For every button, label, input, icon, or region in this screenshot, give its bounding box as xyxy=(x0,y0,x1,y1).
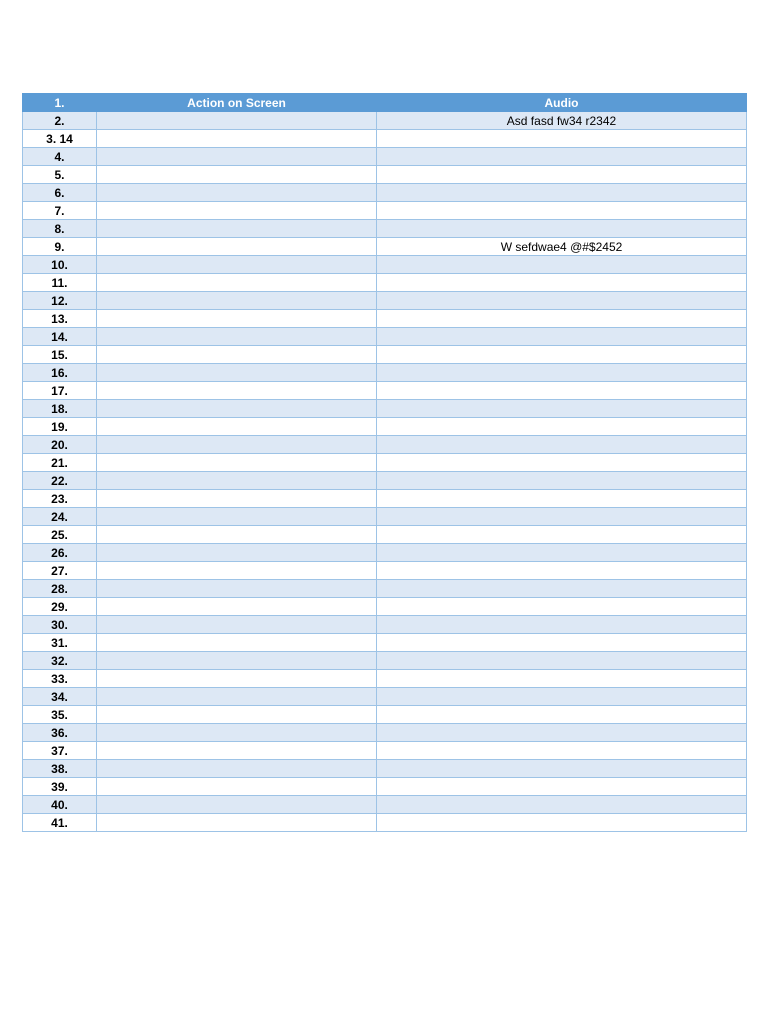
audio-cell[interactable] xyxy=(377,778,747,796)
table-row xyxy=(23,292,747,310)
audio-cell[interactable] xyxy=(377,400,747,418)
audio-cell[interactable] xyxy=(377,814,747,832)
audio-cell[interactable] xyxy=(377,760,747,778)
row-number-cell: 17. xyxy=(23,382,97,400)
action-on-screen-cell[interactable] xyxy=(97,562,377,580)
table-row xyxy=(23,310,747,328)
row-number-cell: 15. xyxy=(23,346,97,364)
audio-cell[interactable] xyxy=(377,634,747,652)
audio-cell[interactable] xyxy=(377,508,747,526)
row-number-cell: 13. xyxy=(23,310,97,328)
row-number-cell: 11. xyxy=(23,274,97,292)
audio-cell[interactable] xyxy=(377,148,747,166)
table-row xyxy=(23,670,747,688)
action-on-screen-cell[interactable] xyxy=(97,652,377,670)
row-number-cell: 2. xyxy=(23,112,97,130)
table-row xyxy=(23,202,747,220)
table-row xyxy=(23,706,747,724)
audio-cell[interactable] xyxy=(377,670,747,688)
row-number-cell: 22. xyxy=(23,472,97,490)
action-on-screen-cell[interactable] xyxy=(97,328,377,346)
action-on-screen-cell[interactable] xyxy=(97,184,377,202)
audio-cell[interactable] xyxy=(377,382,747,400)
action-on-screen-cell[interactable] xyxy=(97,436,377,454)
action-on-screen-cell[interactable] xyxy=(97,706,377,724)
audio-cell[interactable] xyxy=(377,454,747,472)
action-on-screen-cell[interactable] xyxy=(97,526,377,544)
action-on-screen-cell[interactable] xyxy=(97,472,377,490)
audio-cell[interactable] xyxy=(377,130,747,148)
table-row xyxy=(23,166,747,184)
row-number-cell: 32. xyxy=(23,652,97,670)
table-row xyxy=(23,274,747,292)
audio-cell[interactable] xyxy=(377,220,747,238)
audio-cell[interactable] xyxy=(377,202,747,220)
audio-cell[interactable] xyxy=(377,418,747,436)
audio-cell[interactable] xyxy=(377,490,747,508)
audio-cell[interactable] xyxy=(377,184,747,202)
row-number-cell: 20. xyxy=(23,436,97,454)
action-on-screen-cell[interactable] xyxy=(97,616,377,634)
action-on-screen-cell[interactable] xyxy=(97,580,377,598)
table-row xyxy=(23,364,747,382)
audio-cell[interactable] xyxy=(377,256,747,274)
audio-cell[interactable] xyxy=(377,526,747,544)
action-on-screen-cell[interactable] xyxy=(97,148,377,166)
audio-cell[interactable] xyxy=(377,796,747,814)
row-number-cell: 26. xyxy=(23,544,97,562)
row-number-cell: 9. xyxy=(23,238,97,256)
table-row xyxy=(23,652,747,670)
action-on-screen-cell[interactable] xyxy=(97,166,377,184)
row-number-cell: 10. xyxy=(23,256,97,274)
row-number-cell: 38. xyxy=(23,760,97,778)
table-row xyxy=(23,418,747,436)
row-number-cell: 36. xyxy=(23,724,97,742)
row-number-cell: 37. xyxy=(23,742,97,760)
table-row xyxy=(23,148,747,166)
table-row xyxy=(23,526,747,544)
table-row xyxy=(23,472,747,490)
table-row xyxy=(23,634,747,652)
row-number-cell: 27. xyxy=(23,562,97,580)
action-on-screen-cell[interactable] xyxy=(97,418,377,436)
audio-cell[interactable] xyxy=(377,742,747,760)
table-row xyxy=(23,256,747,274)
action-on-screen-cell[interactable] xyxy=(97,598,377,616)
action-on-screen-cell[interactable] xyxy=(97,814,377,832)
row-number-cell: 28. xyxy=(23,580,97,598)
header-audio-cell: Audio xyxy=(377,94,747,112)
table-row xyxy=(23,508,747,526)
audio-cell[interactable] xyxy=(377,544,747,562)
row-number-cell: 6. xyxy=(23,184,97,202)
action-on-screen-cell[interactable] xyxy=(97,508,377,526)
action-on-screen-cell[interactable] xyxy=(97,292,377,310)
action-on-screen-cell[interactable] xyxy=(97,724,377,742)
table-row xyxy=(23,238,747,256)
table-row xyxy=(23,562,747,580)
row-number-cell: 12. xyxy=(23,292,97,310)
table-body xyxy=(23,112,747,832)
action-on-screen-cell[interactable] xyxy=(97,346,377,364)
audio-cell[interactable] xyxy=(377,166,747,184)
row-number-cell: 31. xyxy=(23,634,97,652)
action-on-screen-cell[interactable] xyxy=(97,130,377,148)
row-number-cell: 21. xyxy=(23,454,97,472)
action-on-screen-cell[interactable] xyxy=(97,634,377,652)
row-number-cell: 25. xyxy=(23,526,97,544)
action-on-screen-cell[interactable] xyxy=(97,274,377,292)
action-on-screen-cell[interactable] xyxy=(97,670,377,688)
table-row xyxy=(23,454,747,472)
table-row xyxy=(23,688,747,706)
row-number-cell: 14. xyxy=(23,328,97,346)
table-row xyxy=(23,724,747,742)
row-number-cell: 29. xyxy=(23,598,97,616)
audio-cell[interactable] xyxy=(377,472,747,490)
action-on-screen-cell[interactable] xyxy=(97,796,377,814)
row-number-cell: 3. 14 xyxy=(23,130,97,148)
action-on-screen-cell[interactable] xyxy=(97,490,377,508)
audio-cell[interactable] xyxy=(377,580,747,598)
action-on-screen-cell[interactable] xyxy=(97,688,377,706)
header-action-on-screen-cell: Action on Screen xyxy=(97,94,377,112)
table-row xyxy=(23,436,747,454)
table-row xyxy=(23,778,747,796)
audio-cell[interactable] xyxy=(377,724,747,742)
row-number-cell: 34. xyxy=(23,688,97,706)
action-on-screen-cell[interactable] xyxy=(97,310,377,328)
audio-cell[interactable] xyxy=(377,652,747,670)
audio-cell[interactable] xyxy=(377,292,747,310)
row-number-cell: 39. xyxy=(23,778,97,796)
row-number-cell: 19. xyxy=(23,418,97,436)
row-number-cell: 30. xyxy=(23,616,97,634)
audio-cell[interactable] xyxy=(377,328,747,346)
table-row xyxy=(23,616,747,634)
table-row xyxy=(23,184,747,202)
table-row xyxy=(23,580,747,598)
audio-cell[interactable] xyxy=(377,274,747,292)
table-row xyxy=(23,328,747,346)
row-number-cell: 5. xyxy=(23,166,97,184)
table-row xyxy=(23,814,747,832)
table-row xyxy=(23,796,747,814)
action-on-screen-cell[interactable] xyxy=(97,112,377,130)
table-row xyxy=(23,490,747,508)
audio-cell[interactable] xyxy=(377,436,747,454)
action-on-screen-cell[interactable] xyxy=(97,220,377,238)
action-on-screen-cell[interactable] xyxy=(97,256,377,274)
audio-cell[interactable] xyxy=(377,346,747,364)
row-number-cell: 24. xyxy=(23,508,97,526)
audio-cell[interactable] xyxy=(377,706,747,724)
script-table xyxy=(22,93,747,832)
row-number-cell: 23. xyxy=(23,490,97,508)
row-number-cell: 41. xyxy=(23,814,97,832)
table-row xyxy=(23,382,747,400)
table-row xyxy=(23,760,747,778)
action-on-screen-cell[interactable] xyxy=(97,202,377,220)
row-number-cell: 4. xyxy=(23,148,97,166)
action-on-screen-cell[interactable] xyxy=(97,742,377,760)
table-header-row xyxy=(23,94,747,112)
row-number-cell: 16. xyxy=(23,364,97,382)
row-number-cell: 35. xyxy=(23,706,97,724)
table-row xyxy=(23,130,747,148)
row-number-cell: 18. xyxy=(23,400,97,418)
audio-cell[interactable] xyxy=(377,562,747,580)
action-on-screen-cell[interactable] xyxy=(97,400,377,418)
action-on-screen-cell[interactable] xyxy=(97,778,377,796)
action-on-screen-cell[interactable] xyxy=(97,544,377,562)
header-number-cell: 1. xyxy=(23,94,97,112)
row-number-cell: 33. xyxy=(23,670,97,688)
table-row xyxy=(23,346,747,364)
audio-cell[interactable]: W sefdwae4 @#$2452 xyxy=(377,238,747,256)
row-number-cell: 8. xyxy=(23,220,97,238)
table-row xyxy=(23,742,747,760)
audio-cell[interactable] xyxy=(377,310,747,328)
table-row xyxy=(23,544,747,562)
row-number-cell: 40. xyxy=(23,796,97,814)
table-row xyxy=(23,400,747,418)
action-on-screen-cell[interactable] xyxy=(97,238,377,256)
action-on-screen-cell[interactable] xyxy=(97,364,377,382)
audio-cell[interactable] xyxy=(377,598,747,616)
audio-cell[interactable]: Asd fasd fw34 r2342 xyxy=(377,112,747,130)
row-number-cell: 7. xyxy=(23,202,97,220)
action-on-screen-cell[interactable] xyxy=(97,760,377,778)
table-row xyxy=(23,598,747,616)
action-on-screen-cell[interactable] xyxy=(97,382,377,400)
table-row xyxy=(23,220,747,238)
audio-cell[interactable] xyxy=(377,616,747,634)
action-on-screen-cell[interactable] xyxy=(97,454,377,472)
audio-cell[interactable] xyxy=(377,688,747,706)
audio-cell[interactable] xyxy=(377,364,747,382)
table-row xyxy=(23,112,747,130)
